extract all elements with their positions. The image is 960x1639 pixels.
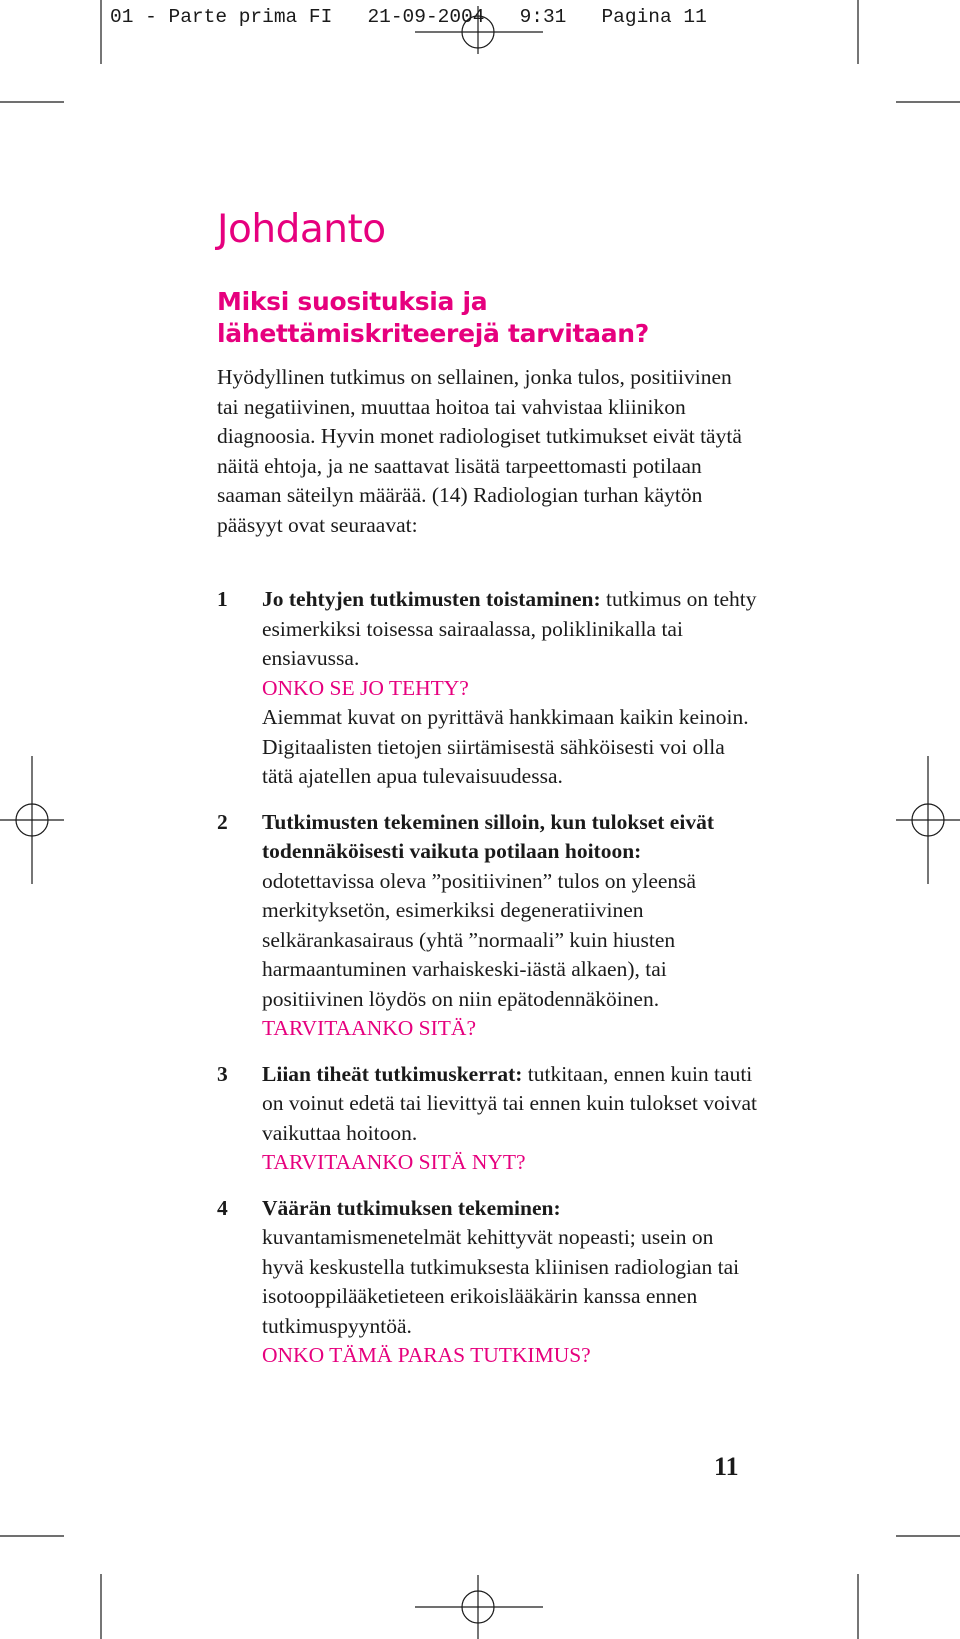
- item-number: 4: [217, 1195, 228, 1220]
- page-number: 11: [714, 1452, 739, 1481]
- item-question: ONKO SE JO TEHTY?: [262, 675, 469, 700]
- intro-paragraph: Hyödyllinen tutkimus on sellainen, jonka tulos, positiivinen tai negatiivinen, muuttaa hoitoa tai vahvistaa kliinikon diagnoosia. Hyvin monet radiologiset tutkimukset eivät täytä näitä ehtoja, ja ne saattavat lisätä tarpeettomasti potilaan saaman säteilyn määrää. (14) Radiologian turhan käytön pääsyyt ovat seuraavat:: [217, 365, 742, 537]
- item-title: Liian tiheät tutkimuskerrat:: [262, 1061, 523, 1086]
- section-title: Miksi suosituksia ja lähettämiskriteerejä tarvitaan?: [217, 287, 649, 348]
- item-title: Jo tehtyjen tutkimusten toistaminen:: [262, 587, 601, 611]
- item-question: TARVITAANKO SITÄ?: [262, 1016, 476, 1040]
- list-item: [217, 1060, 757, 1178]
- item-number: 3: [217, 1061, 228, 1086]
- item-number: 1: [217, 587, 228, 611]
- chapter-title: Johdanto: [217, 207, 386, 252]
- item-number: 2: [217, 809, 228, 834]
- item-text: tutkimus on tehty esimerkiksi toisessa sairaalassa, poliklinikalla tai ensiavussa.: [262, 587, 757, 670]
- item-title: Väärän tutkimuksen tekeminen:: [262, 1195, 561, 1220]
- item-text: odotettavissa oleva ”positiivinen” tulos on yleensä merkityksetön, esimerkiksi degeneratiivinen selkärankasairaus (yhtä ”normaali” kuin hiusten harmaantuminen varhaiskeski-iästä alkaen), tai positiivinen löydös on niin epätodennäköinen.: [262, 868, 697, 1011]
- item-text: tutkitaan, ennen kuin tauti on voinut edetä tai lievittyä tai ennen kuin tulokset voivat vaikuttaa hoitoon.: [262, 1061, 757, 1145]
- list-item: [217, 808, 757, 1044]
- item-title: Tutkimusten tekeminen silloin, kun tulokset eivät todennäköisesti vaikuta potilaan hoitoon:: [262, 809, 714, 863]
- item-question: ONKO TÄMÄ PARAS TUTKIMUS?: [262, 1343, 591, 1367]
- list-item: [217, 1194, 757, 1371]
- item-question: TARVITAANKO SITÄ NYT?: [262, 1150, 526, 1174]
- print-slug-line: 01 - Parte prima FI 21-09-2004 9:31 Pagina 11: [110, 6, 707, 28]
- list-item: [217, 585, 757, 792]
- reason-list: [217, 585, 757, 1387]
- item-extra-text: Aiemmat kuvat on pyrittävä hankkimaan kaikin keinoin. Digitaalisten tietojen siirtämisestä sähköisesti voi olla tätä ajatellen apua tulevaisuudessa.: [262, 705, 749, 788]
- item-text: kuvantamismenetelmät kehittyvät nopeasti; usein on hyvä keskustella tutkimuksesta kliinisen radiologian tai isotooppilääketieteen erikoislääkärin kanssa ennen tutkimuspyyntöä.: [262, 1225, 740, 1338]
